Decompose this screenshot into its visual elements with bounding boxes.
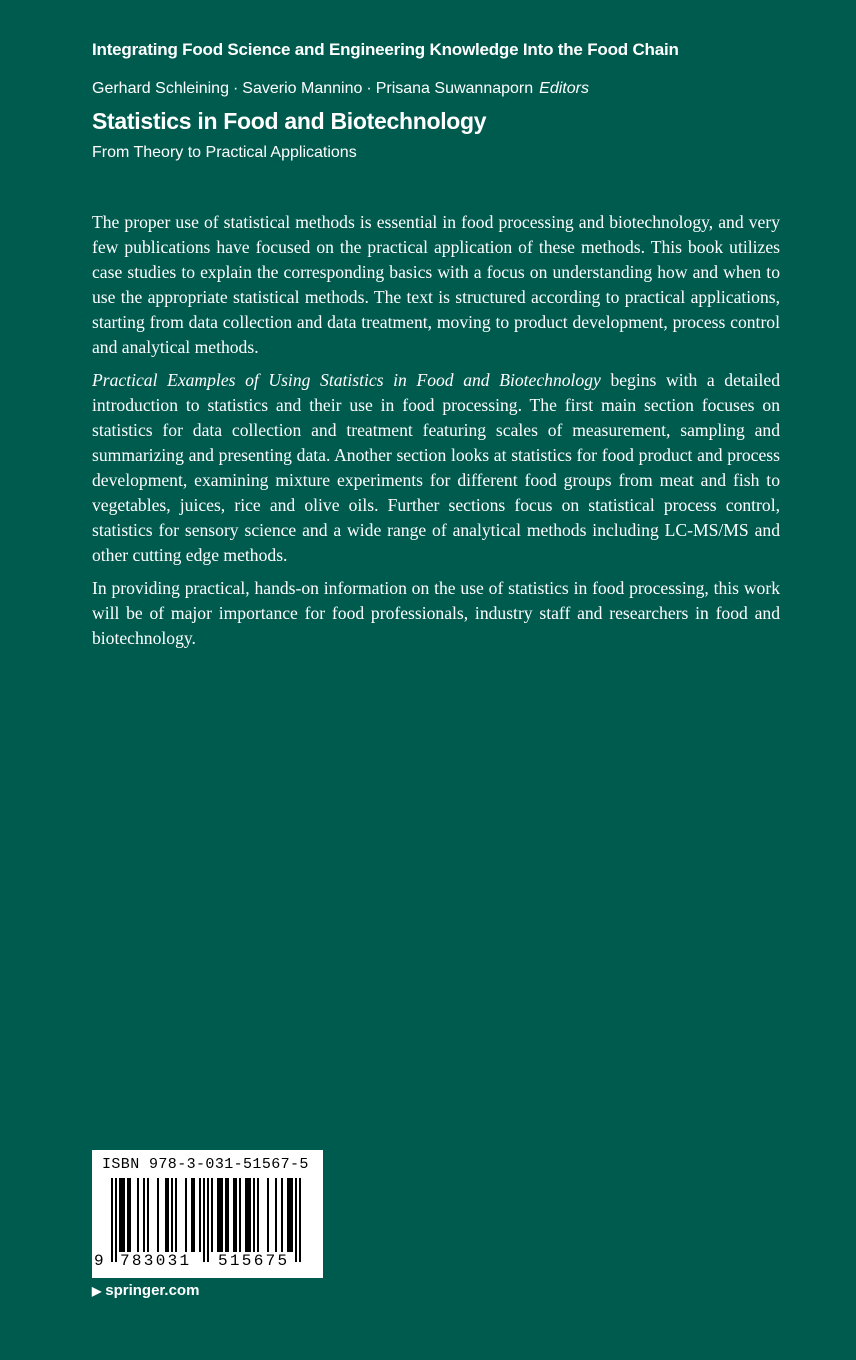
barcode-bar xyxy=(267,1178,269,1252)
barcode-bar xyxy=(199,1178,201,1252)
blurb-paragraph: In providing practical, hands-on information on the use of statistics in food processing, this work will be of major importance for food professionals, industry staff and researchers in food and biotechnology. xyxy=(92,578,780,648)
barcode-bar xyxy=(249,1178,251,1252)
barcode-bar xyxy=(185,1178,187,1252)
barcode-digit-first: 9 xyxy=(94,1252,104,1270)
barcode-bar xyxy=(191,1178,193,1252)
barcode-bar xyxy=(227,1178,229,1252)
barcode-bar xyxy=(239,1178,241,1252)
barcode-bar xyxy=(217,1178,219,1252)
blurb-book-title: Practical Examples of Using Statistics in Food and Biotechnology xyxy=(92,370,601,390)
barcode-digits-right: 515675 xyxy=(218,1252,290,1270)
series-title: Integrating Food Science and Engineering Knowledge Into the Food Chain xyxy=(92,40,679,59)
editor-separator: · xyxy=(232,80,239,97)
barcode-bar xyxy=(275,1178,277,1252)
isbn-barcode xyxy=(92,1150,323,1278)
barcode-bar xyxy=(257,1178,259,1252)
editor-name: Saverio Mannino xyxy=(242,80,363,97)
barcode-bar xyxy=(143,1178,145,1252)
barcode-bar xyxy=(295,1178,297,1262)
barcode-bar xyxy=(219,1178,221,1252)
isbn-label: ISBN 978-3-031-51567-5 xyxy=(102,1156,309,1173)
publisher-url-text: springer.com xyxy=(105,1282,200,1299)
barcode-bar xyxy=(193,1178,195,1252)
barcode-bar xyxy=(289,1178,291,1252)
barcode-bar xyxy=(225,1178,227,1252)
barcode-digits-left: 783031 xyxy=(120,1252,192,1270)
barcode-bar xyxy=(235,1178,237,1252)
publisher-url[interactable] xyxy=(92,1282,199,1299)
barcode-bar xyxy=(287,1178,289,1252)
barcode-bar xyxy=(119,1178,121,1252)
barcode-bar xyxy=(281,1178,283,1252)
barcode-bar xyxy=(221,1178,223,1252)
barcode-bar xyxy=(203,1178,205,1262)
barcode-bar xyxy=(299,1178,301,1262)
barcode-bar xyxy=(137,1178,139,1252)
barcode-bar xyxy=(123,1178,125,1252)
editors-line xyxy=(92,80,589,98)
barcode-bar xyxy=(165,1178,167,1252)
barcode-bar xyxy=(167,1178,169,1252)
barcode-bar xyxy=(211,1178,213,1252)
barcode-bar xyxy=(157,1178,159,1252)
barcode-bar xyxy=(245,1178,247,1252)
barcode-bar xyxy=(115,1178,117,1262)
editors-role: Editors xyxy=(539,80,589,97)
blurb-paragraph: The proper use of statistical methods is essential in food processing and biotechnology, and very few publications have focused on the practical application of these methods. This book utilizes case studies to explain the corresponding basics with a focus on understanding how and when to use the appropriate statistical methods. The text is structured according to practical applications, starting from data collection and data treatment, moving to product development, process control and analytical methods. xyxy=(92,212,780,357)
back-cover-blurb xyxy=(92,210,780,659)
barcode-bar xyxy=(147,1178,149,1252)
book-subtitle: From Theory to Practical Applications xyxy=(92,144,357,161)
barcode-bar xyxy=(171,1178,173,1252)
barcode-bar xyxy=(247,1178,249,1252)
barcode-bars xyxy=(108,1178,308,1262)
barcode-bar xyxy=(127,1178,129,1252)
barcode-bar xyxy=(121,1178,123,1252)
book-title: Statistics in Food and Biotechnology xyxy=(92,108,487,134)
barcode-bar xyxy=(111,1178,113,1262)
blurb-paragraph xyxy=(92,368,780,568)
barcode-bar xyxy=(253,1178,255,1252)
editor-name: Gerhard Schleining xyxy=(92,80,229,97)
editor-separator: · xyxy=(366,80,372,97)
barcode-bar xyxy=(175,1178,177,1252)
arrow-right-icon: ▶ xyxy=(92,1284,102,1298)
barcode-bar xyxy=(207,1178,209,1262)
blurb-text: begins with a detailed introduction to statistics and their use in food processing. The first main section focuses on statistics for data collection and treatment featuring scales of measurement, sampling and summarizing and presenting data. Another section looks at statistics for food product and process development, examining mixture experiments for different food groups from meat and fish to vegetables, juices, rice and olive oils. Further sections focus on statistical process control, statistics for sensory science and a wide range of analytical methods including LC-MS/MS and other cutting edge methods. xyxy=(92,370,780,565)
barcode-bar xyxy=(233,1178,235,1252)
barcode-bar xyxy=(129,1178,131,1252)
editor-name: Prisana Suwannaporn xyxy=(375,80,534,97)
barcode-bar xyxy=(291,1178,293,1252)
